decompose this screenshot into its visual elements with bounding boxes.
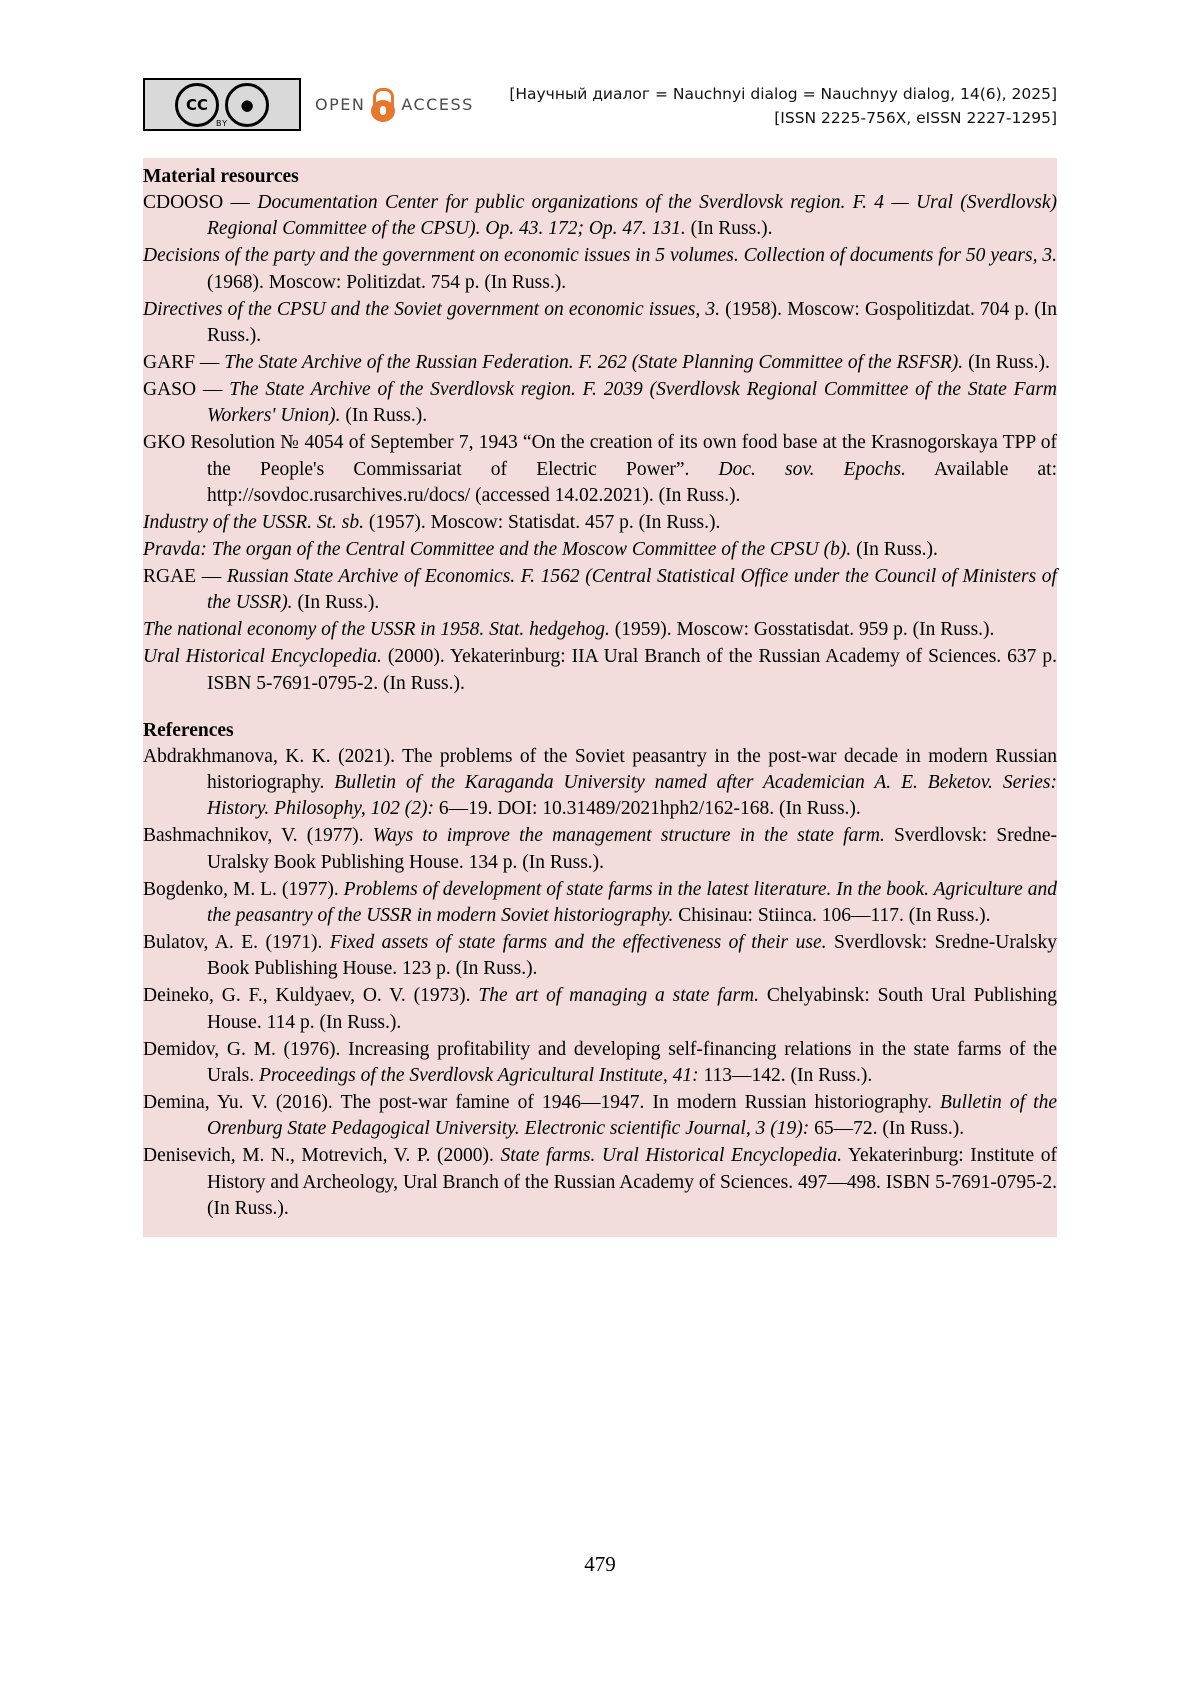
page-number: 479 bbox=[584, 1552, 616, 1576]
bibliography-entry: Decisions of the party and the government on economic issues in 5 volumes. Collection of documents for 50 years, 3. (1968). Moscow: Politizdat. 754 p. (In Russ.). bbox=[143, 245, 1057, 293]
cc-by-person-icon: ● bbox=[225, 83, 269, 127]
bibliography-entry: Bashmachnikov, V. (1977). Ways to improve the management structure in the state farm. Sverdlovsk: Sredne-Uralsky Book Publishing House. 134 p. (In Russ.). bbox=[143, 825, 1057, 873]
bibliography-entry: GASO — The State Archive of the Sverdlovsk region. F. 2039 (Sverdlovsk Regional Committee of the State Farm Workers' Union). (In Russ.). bbox=[143, 378, 1057, 427]
bibliography-entry: Abdrakhmanova, K. K. (2021). The problems of the Soviet peasantry in the post-war decade in modern Russian historiography. Bulletin of the Karaganda University named after Academician A. E. Beketov. Series: History. Philosophy, 102 (2): 6—19. DOI: 10.31489/2021hph2/162-168. (In Russ.). bbox=[143, 745, 1058, 820]
bibliography-entry: Demidov, G. M. (1976). Increasing profitability and developing self-financing relations in the state farms of the Urals. Proceedings of the Sverdlovsk Agricultural Institute, 41: 113—142. (In Russ.). bbox=[143, 1038, 1057, 1087]
bibliography-entry: Demina, Yu. V. (2016). The post-war famine of 1946—1947. In modern Russian historiography. Bulletin of the Orenburg State Pedagogical University. Electronic scientific Journal, 3 (19): 65—72. (In Russ.). bbox=[143, 1092, 1057, 1140]
bibliography-entry: Pravda: The organ of the Central Committee and the Moscow Committee of the CPSU (b). (In Russ.). bbox=[143, 538, 938, 560]
bibliography-entry: CDOOSO — Documentation Center for public organizations of the Sverdlovsk region. F. 4 — Ural (Sverdlovsk) Regional Committee of the CPSU). Op. 43. 172; Op. 47. 131. (In Russ.). bbox=[143, 192, 1057, 240]
bibliography-entry: RGAE — Russian State Archive of Economics. F. 1562 (Central Statistical Office under the Council of Ministers of the USSR). (In Russ.). bbox=[143, 565, 1057, 614]
open-access-text-open: OPEN bbox=[315, 95, 366, 114]
bibliography-entry: GARF — The State Archive of the Russian Federation. F. 262 (State Planning Committee of the RSFSR). (In Russ.). bbox=[143, 352, 1050, 374]
cc-circle-icon: CC bbox=[175, 83, 219, 127]
bibliography-entry: Denisevich, M. N., Motrevich, V. P. (2000). State farms. Ural Historical Encyclopedia. Yekaterinburg: Institute of History and Archeology, Ural Branch of the Russian Academy of Sciences. 497—498. ISBN 5-7691-0795-2. (In Russ.). bbox=[143, 1145, 1057, 1220]
journal-title-line: [Научный диалог = Nauchnyi dialog = Nauchnyy dialog, 14(6), 2025] bbox=[509, 85, 1057, 103]
journal-citation bbox=[509, 82, 1057, 130]
bibliography-entry: Deineko, G. F., Kuldyaev, O. V. (1973). The art of managing a state farm. Chelyabinsk: South Ural Publishing House. 114 p. (In Russ.). bbox=[143, 985, 1058, 1033]
material-resources-list bbox=[143, 190, 1057, 697]
bibliography-entry: GKO Resolution № 4054 of September 7, 1943 “On the creation of its own food base at the Krasnogorskaya TPP of the People's Commissariat of Electric Power”. Doc. sov. Epochs. Available at: http://sovdoc.rusarchives.ru/docs/ (accessed 14.02.2021). (In Russ.). bbox=[143, 432, 1057, 507]
open-access-badge bbox=[315, 88, 474, 122]
section-title-material-resources: Material resources bbox=[143, 166, 299, 187]
section-title-references: References bbox=[143, 719, 234, 741]
open-access-text-access: ACCESS bbox=[401, 95, 474, 114]
bibliography-entry: Bulatov, A. E. (1971). Fixed assets of state farms and the effectiveness of their use. Sverdlovsk: Sredne-Uralsky Book Publishing House. 123 p. (In Russ.). bbox=[143, 931, 1057, 980]
references-list bbox=[143, 744, 1057, 1223]
bibliography-entry: Industry of the USSR. St. sb. (1957). Moscow: Statisdat. 457 p. (In Russ.). bbox=[143, 512, 721, 534]
cc-by-label: BY bbox=[216, 119, 228, 128]
license-badges bbox=[143, 78, 474, 131]
page-header bbox=[143, 78, 1057, 138]
journal-issn-line: [ISSN 2225-756X, eISSN 2227-1295] bbox=[774, 109, 1057, 128]
bibliography-entry: Directives of the CPSU and the Soviet government on economic issues, 3. (1958). Moscow: Gospolitizdat. 704 p. (In Russ.). bbox=[143, 298, 1057, 347]
bibliography-entry: The national economy of the USSR in 1958. Stat. hedgehog. (1959). Moscow: Gosstatisdat. 959 p. (In Russ.). bbox=[143, 619, 995, 641]
creative-commons-icon bbox=[143, 78, 301, 131]
section-spacer bbox=[143, 698, 1057, 720]
section-material-resources bbox=[143, 166, 1057, 697]
section-references bbox=[143, 720, 1057, 1223]
open-lock-icon bbox=[370, 88, 396, 122]
bibliography-entry: Bogdenko, M. L. (1977). Problems of development of state farms in the latest literature. In the book. Agriculture and the peasantry of the USSR in modern Soviet historiography. Chisinau: Stiinca. 106—117. (In Russ.). bbox=[143, 878, 1057, 927]
bibliography-entry: Ural Historical Encyclopedia. (2000). Yekaterinburg: IIA Ural Branch of the Russian Academy of Sciences. 637 p. ISBN 5-7691-0795-2. (In Russ.). bbox=[143, 646, 1057, 694]
bibliography-content bbox=[143, 158, 1057, 1237]
